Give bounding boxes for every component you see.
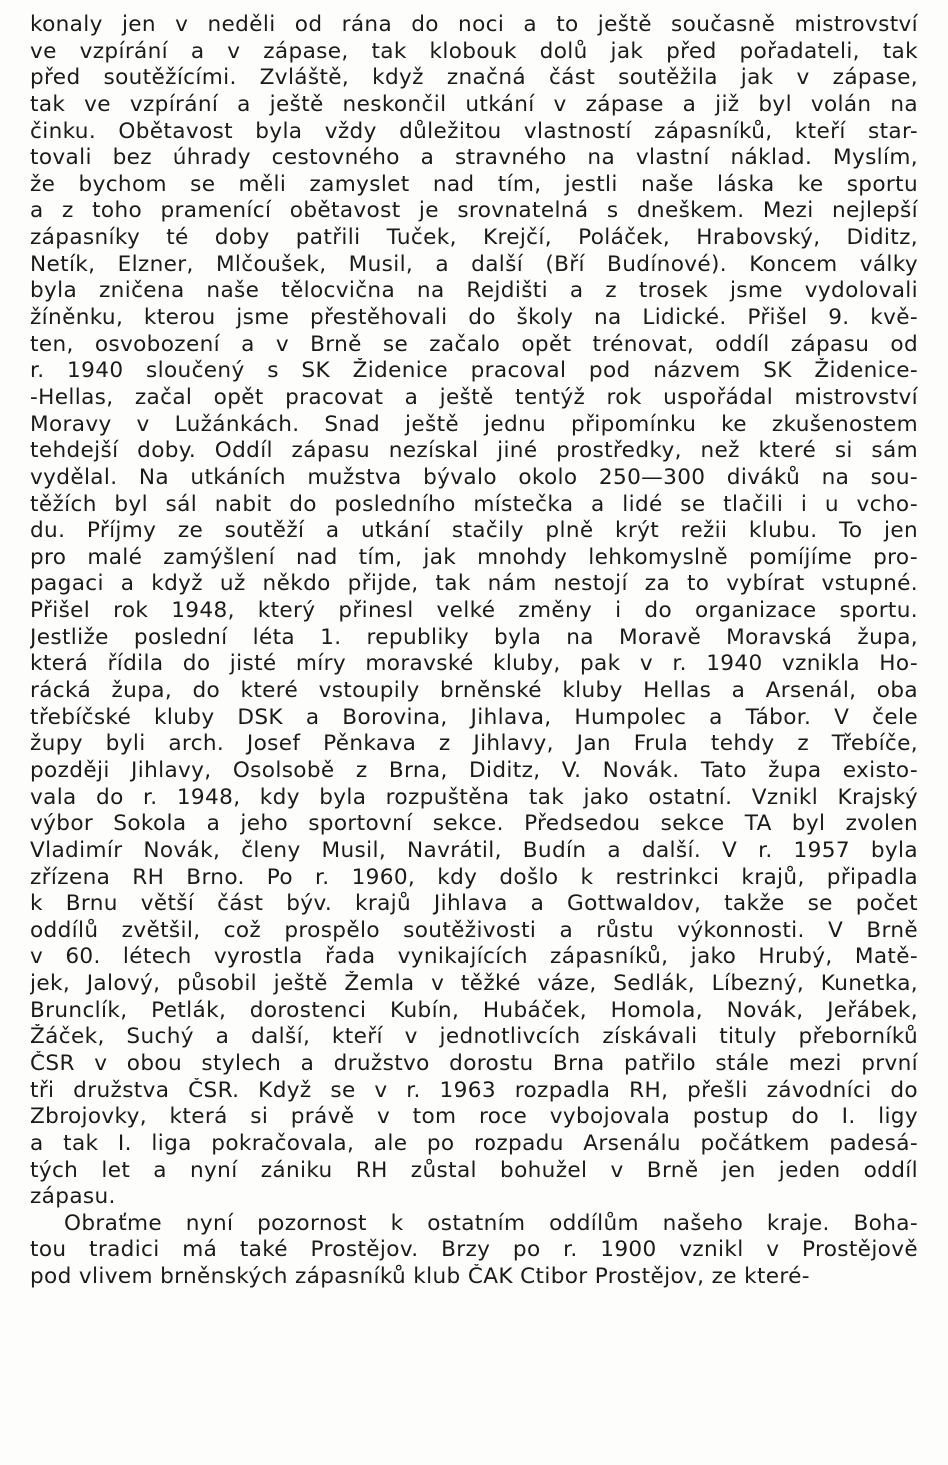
text-line: a z toho pramenící obětavost je srovnatelná s dneškem. Mezi nejlepší xyxy=(30,198,918,224)
text-line: župy byli arch. Josef Pěnkava z Jihlavy, Jan Frula tehdy z Třebíče, xyxy=(30,731,918,757)
text-line: tých let a nyní zániku RH zůstal bohužel v Brně jen jeden oddíl xyxy=(30,1157,918,1183)
text-line: že bychom se měli zamyslet nad tím, jestli naše láska ke sportu xyxy=(30,171,918,197)
paragraph xyxy=(30,12,918,1211)
text-line: tehdejší doby. Oddíl zápasu nezískal jiné prostředky, než které si sám xyxy=(30,438,918,464)
text-line: tak ve vzpírání a ještě neskončil utkání v zápase a již byl volán na xyxy=(30,91,918,117)
text-line: Brunclík, Petlák, dorostenci Kubín, Hubáček, Homola, Novák, Jeřábek, xyxy=(30,997,918,1023)
text-line: byla zničena naše tělocvična na Rejdišti a z trosek jsme vydolovali xyxy=(30,278,918,304)
text-line: k Brnu větší část býv. krajů Jihlava a Gottwaldov, takže se počet xyxy=(30,891,918,917)
text-line: činku. Obětavost byla vždy důležitou vlastností zápasníků, kteří star- xyxy=(30,118,918,144)
text-line: ČSR v obou stylech a družstvo dorostu Brna patřilo stále mezi první xyxy=(30,1050,918,1076)
text-line: tři družstva ČSR. Když se v r. 1963 rozpadla RH, přešli závodníci do xyxy=(30,1077,918,1103)
text-line: pod vlivem brněnských zápasníků klub ČAK Ctibor Prostějov, ze které- xyxy=(30,1264,810,1290)
text-line: vala do r. 1948, kdy byla rozpuštěna tak jako ostatní. Vznikl Krajský xyxy=(30,784,918,810)
text-line: zápasu. xyxy=(30,1184,116,1210)
text-line: zřízena RH Brno. Po r. 1960, kdy došlo k restrinkci krajů, připadla xyxy=(30,864,918,890)
text-line: v 60. létech vyrostla řada vynikajících zápasníků, jako Hrubý, Matě- xyxy=(30,944,918,970)
text-line: později Jihlavy, Osolsobě z Brna, Diditz, V. Novák. Tato župa existo- xyxy=(30,757,918,783)
text-line: Netík, Elzner, Mlčoušek, Musil, a další (Bří Budínové). Koncem války xyxy=(30,251,918,277)
text-line: zápasníky té doby patřili Tuček, Krejčí, Poláček, Hrabovský, Diditz, xyxy=(30,225,918,251)
text-line: jek, Jalový, působil ještě Žemla v těžké váze, Sedlák, Líbezný, Kunetka, xyxy=(30,971,918,997)
text-line: tou tradici má také Prostějov. Brzy po r. 1900 vznikl v Prostějově xyxy=(30,1237,918,1263)
text-line: ten, osvobození a v Brně se začalo opět trénovat, oddíl zápasu od xyxy=(30,331,918,357)
text-line: před soutěžícími. Zvláště, když značná část soutěžila jak v zápase, xyxy=(30,65,918,91)
text-line: oddílů zvětšil, což prospělo soutěživosti a růstu výkonnosti. V Brně xyxy=(30,917,918,943)
text-line: Jestliže poslední léta 1. republiky byla na Moravě Moravská župa, xyxy=(30,624,918,650)
text-line: která řídila do jisté míry moravské kluby, pak v r. 1940 vznikla Ho- xyxy=(30,651,918,677)
text-line: třebíčské kluby DSK a Borovina, Jihlava, Humpolec a Tábor. V čele xyxy=(30,704,918,730)
text-line: vydělal. Na utkáních mužstva bývalo okolo 250—300 diváků na sou- xyxy=(30,464,918,490)
text-line: Moravy v Lužánkách. Snad ještě jednu připomínku ke zkušenostem xyxy=(30,411,918,437)
text-line: rácká župa, do které vstoupily brněnské kluby Hellas a Arsenál, oba xyxy=(30,678,918,704)
text-line: a tak I. liga pokračovala, ale po rozpadu Arsenálu počátkem padesá- xyxy=(30,1130,918,1156)
text-line: výbor Sokola a jeho sportovní sekce. Předsedou sekce TA byl zvolen xyxy=(30,811,918,837)
text-line: těžích byl sál nabit do posledního místečka a lidé se tlačili i u vcho- xyxy=(30,491,918,517)
text-line: konaly jen v neděli od rána do noci a to ještě současně mistrovství xyxy=(30,12,918,37)
text-line: Přišel rok 1948, který přinesl velké změny i do organizace sportu. xyxy=(30,598,918,624)
text-line: Obraťme nyní pozornost k ostatním oddílům našeho kraje. Boha- xyxy=(64,1210,918,1236)
text-line: pagaci a když už někdo přijde, tak nám nestojí za to vybírat vstupné. xyxy=(30,571,918,597)
text-line: Vladimír Novák, členy Musil, Navrátil, Budín a další. V r. 1957 byla xyxy=(30,837,918,863)
text-line: Zbrojovky, která si právě v tom roce vybojovala postup do I. ligy xyxy=(30,1104,918,1130)
text-line: žíněnku, kterou jsme přestěhovali do školy na Lidické. Přišel 9. kvě- xyxy=(30,305,918,331)
text-line: pro malé zamýšlení nad tím, jak mnohdy lehkomyslně pomíjíme pro- xyxy=(30,544,918,570)
text-line: Žáček, Suchý a další, kteří v jednotlivcích získávali tituly přeborníků xyxy=(30,1024,918,1050)
text-line: tovali bez úhrady cestovného a stravného na vlastní náklad. Myslím, xyxy=(30,145,918,171)
text-line: -Hellas, začal opět pracovat a ještě tentýž rok uspořádal mistrovství xyxy=(30,384,918,410)
text-line: du. Příjmy ze soutěží a utkání stačily plně krýt režii klubu. To jen xyxy=(30,518,918,544)
body-text xyxy=(30,12,918,1291)
text-line: r. 1940 sloučený s SK Židenice pracoval pod názvem SK Židenice- xyxy=(30,358,918,384)
text-line: ve vzpírání a v zápase, tak klobouk dolů jak před pořadateli, tak xyxy=(30,38,918,64)
paragraph xyxy=(30,1211,918,1291)
